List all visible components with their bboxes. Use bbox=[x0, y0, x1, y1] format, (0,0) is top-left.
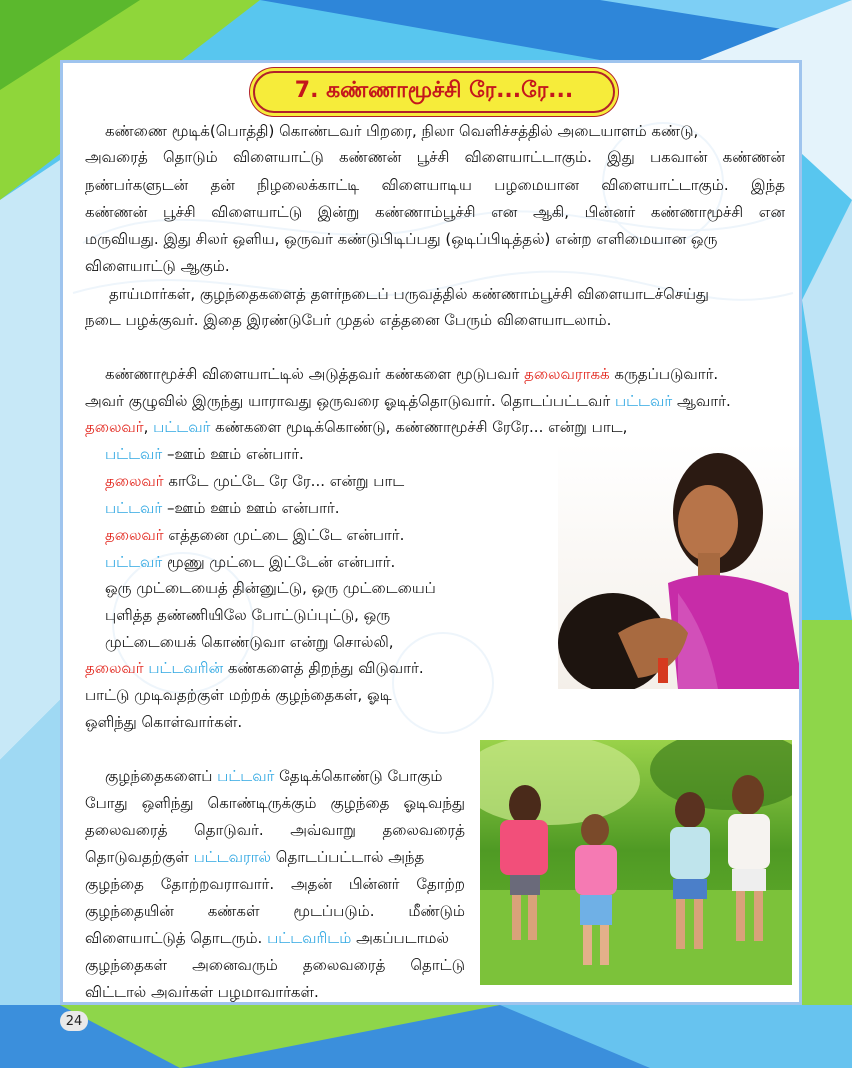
dialogue-line bbox=[105, 474, 404, 489]
player-term: பட்டவர் bbox=[105, 445, 163, 463]
player-term: பட்டவரிடம் bbox=[267, 929, 352, 947]
para4-line: குழந்தை தோற்றவராவார். அதன் பின்னர் தோற்ற bbox=[85, 875, 465, 893]
dialogue-line bbox=[105, 447, 304, 462]
photo-children-running bbox=[480, 740, 792, 985]
leader-term: தலைவர் bbox=[85, 659, 144, 677]
content-panel bbox=[60, 60, 802, 1005]
player-term: பட்டவரால் bbox=[193, 848, 271, 866]
para1-line: நண்பர்களுடன் தன் நிழலைக்காட்டி விளையாடிய பழமையான விளையாட்டாகும். இந்த bbox=[85, 176, 785, 194]
para4-line: குழந்தைகள் அனைவரும் தலைவரைத் தொட்டு bbox=[85, 956, 465, 974]
para4-line: போது ஒளிந்து கொண்டிருக்கும் குழந்தை ஓடிவந்து bbox=[85, 794, 465, 812]
player-term: பட்டவர் bbox=[105, 499, 163, 517]
closing-line: ஒளிந்து கொள்வார்கள். bbox=[85, 713, 243, 731]
closing-line: ஒரு முட்டையைத் தின்னுட்டு, ஒரு முட்டையைப் bbox=[105, 579, 436, 597]
para2-line: நடை பழக்குவர். இதை இரண்டுபேர் முதல் எத்தனை பேரும் விளையாடலாம். bbox=[85, 311, 612, 329]
leader-term: தலைவர் bbox=[105, 472, 164, 490]
para1-line: மருவியது. இது சிலர் ஒளிய, ஒருவர் கண்டுபிடிப்பது (ஒடிப்பிடித்தல்) என்ற எளிமையான ஒரு bbox=[85, 230, 718, 248]
player-term: பட்டவர் bbox=[217, 767, 275, 785]
para3-line bbox=[105, 367, 718, 382]
page-title: 7. கண்ணாமூச்சி ரே...ரே... bbox=[294, 78, 574, 103]
para4-line bbox=[105, 769, 442, 784]
para3-text: கண்ணாமூச்சி விளையாட்டில் அடுத்தவர் கண்களை மூடுபவர் bbox=[105, 365, 525, 383]
player-term: பட்டவரின் bbox=[143, 659, 224, 677]
para3-text: கருதப்படுவார். bbox=[609, 365, 719, 383]
para4-line: குழந்தையின் கண்கள் மூடப்படும். மீண்டும் bbox=[85, 902, 465, 920]
para4-line bbox=[85, 931, 449, 946]
para4-line: விட்டால் அவர்கள் பழமாவார்கள். bbox=[85, 983, 319, 1001]
para4-line bbox=[85, 850, 424, 865]
para4-line: தலைவரைத் தொடுவர். அவ்வாறு தலைவரைத் bbox=[85, 821, 465, 839]
closing-text: கண்களைத் திறந்து விடுவார். bbox=[223, 659, 424, 677]
para1-line: கண்ணன் பூச்சி விளையாட்டு இன்று கண்ணாம்பூச்சி என ஆகி, பின்னர் கண்ணாமூச்சி என bbox=[85, 203, 785, 221]
para3-text: , bbox=[143, 418, 154, 436]
page-number: 24 bbox=[60, 1011, 88, 1031]
para4-text: அகப்படாமல் bbox=[351, 929, 449, 947]
dialogue-text: எத்தனை முட்டை இட்டே என்பார். bbox=[163, 526, 405, 544]
dialogue-text: காடே முட்டே ரே ரே... என்று பாட bbox=[163, 472, 405, 490]
para3-line bbox=[85, 420, 627, 435]
para3-text: ஆவார். bbox=[672, 392, 731, 410]
player-term: பட்டவர் bbox=[614, 392, 673, 410]
para3-text: அவர் குழுவில் இருந்து யாராவது ஒருவரை ஓடித்தொடுவார். தொடப்பட்டவர் bbox=[85, 392, 615, 410]
closing-line: முட்டையைக் கொண்டுவா என்று சொல்லி, bbox=[105, 633, 394, 651]
dialogue-line bbox=[105, 555, 395, 570]
dialogue-text: –ஊம் ஊம் ஊம் என்பார். bbox=[162, 499, 340, 517]
leader-term: தலைவராகக் bbox=[524, 365, 610, 383]
player-term: பட்டவர் bbox=[105, 553, 163, 571]
para4-text: குழந்தைகளைப் bbox=[105, 767, 218, 785]
closing-line: பாட்டு முடிவதற்குள் மற்றக் குழந்தைகள், ஓடி bbox=[85, 686, 392, 704]
closing-line: புளித்த தண்ணியிலே போட்டுப்புட்டு, ஒரு bbox=[105, 606, 391, 624]
para4-text: தொடுவதற்குள் bbox=[85, 848, 194, 866]
closing-line bbox=[85, 661, 424, 676]
para4-text: தொடப்பட்டால் அந்த bbox=[271, 848, 425, 866]
para1-line: கண்ணை மூடிக்(பொத்தி) கொண்டவர் பிறரை, நிலா வெளிச்சத்தில் அடையாளம் கண்டு, bbox=[105, 122, 699, 140]
para3-text: கண்களை மூடிக்கொண்டு, கண்ணாமூச்சி ரேரே... என்று பாட, bbox=[210, 418, 628, 436]
para4-text: விளையாட்டுத் தொடரும். bbox=[85, 929, 268, 947]
para1-line: அவரைத் தொடும் விளையாட்டு கண்ணன் பூச்சி விளையாட்டாகும். இது பகவான் கண்ணன் bbox=[85, 148, 785, 166]
dialogue-text: மூணு முட்டை இட்டேன் என்பார். bbox=[162, 553, 396, 571]
dialogue-line bbox=[105, 528, 404, 543]
leader-term: தலைவர் bbox=[105, 526, 164, 544]
dialogue-text: –ஊம் ஊம் என்பார். bbox=[162, 445, 304, 463]
leader-term: தலைவர் bbox=[85, 418, 144, 436]
title-banner bbox=[253, 71, 615, 113]
para3-line bbox=[85, 394, 731, 409]
para1-line: விளையாட்டு ஆகும். bbox=[85, 257, 230, 275]
para2-line: தாய்மார்கள், குழந்தைகளைத் தளர்நடைப் பருவத்தில் கண்ணாம்பூச்சி விளையாடச்செய்து bbox=[109, 285, 709, 303]
player-term: பட்டவர் bbox=[153, 418, 211, 436]
para4-text: தேடிக்கொண்டு போகும் bbox=[274, 767, 443, 785]
dialogue-line bbox=[105, 501, 340, 516]
photo-girl-covering-eyes bbox=[558, 443, 802, 689]
